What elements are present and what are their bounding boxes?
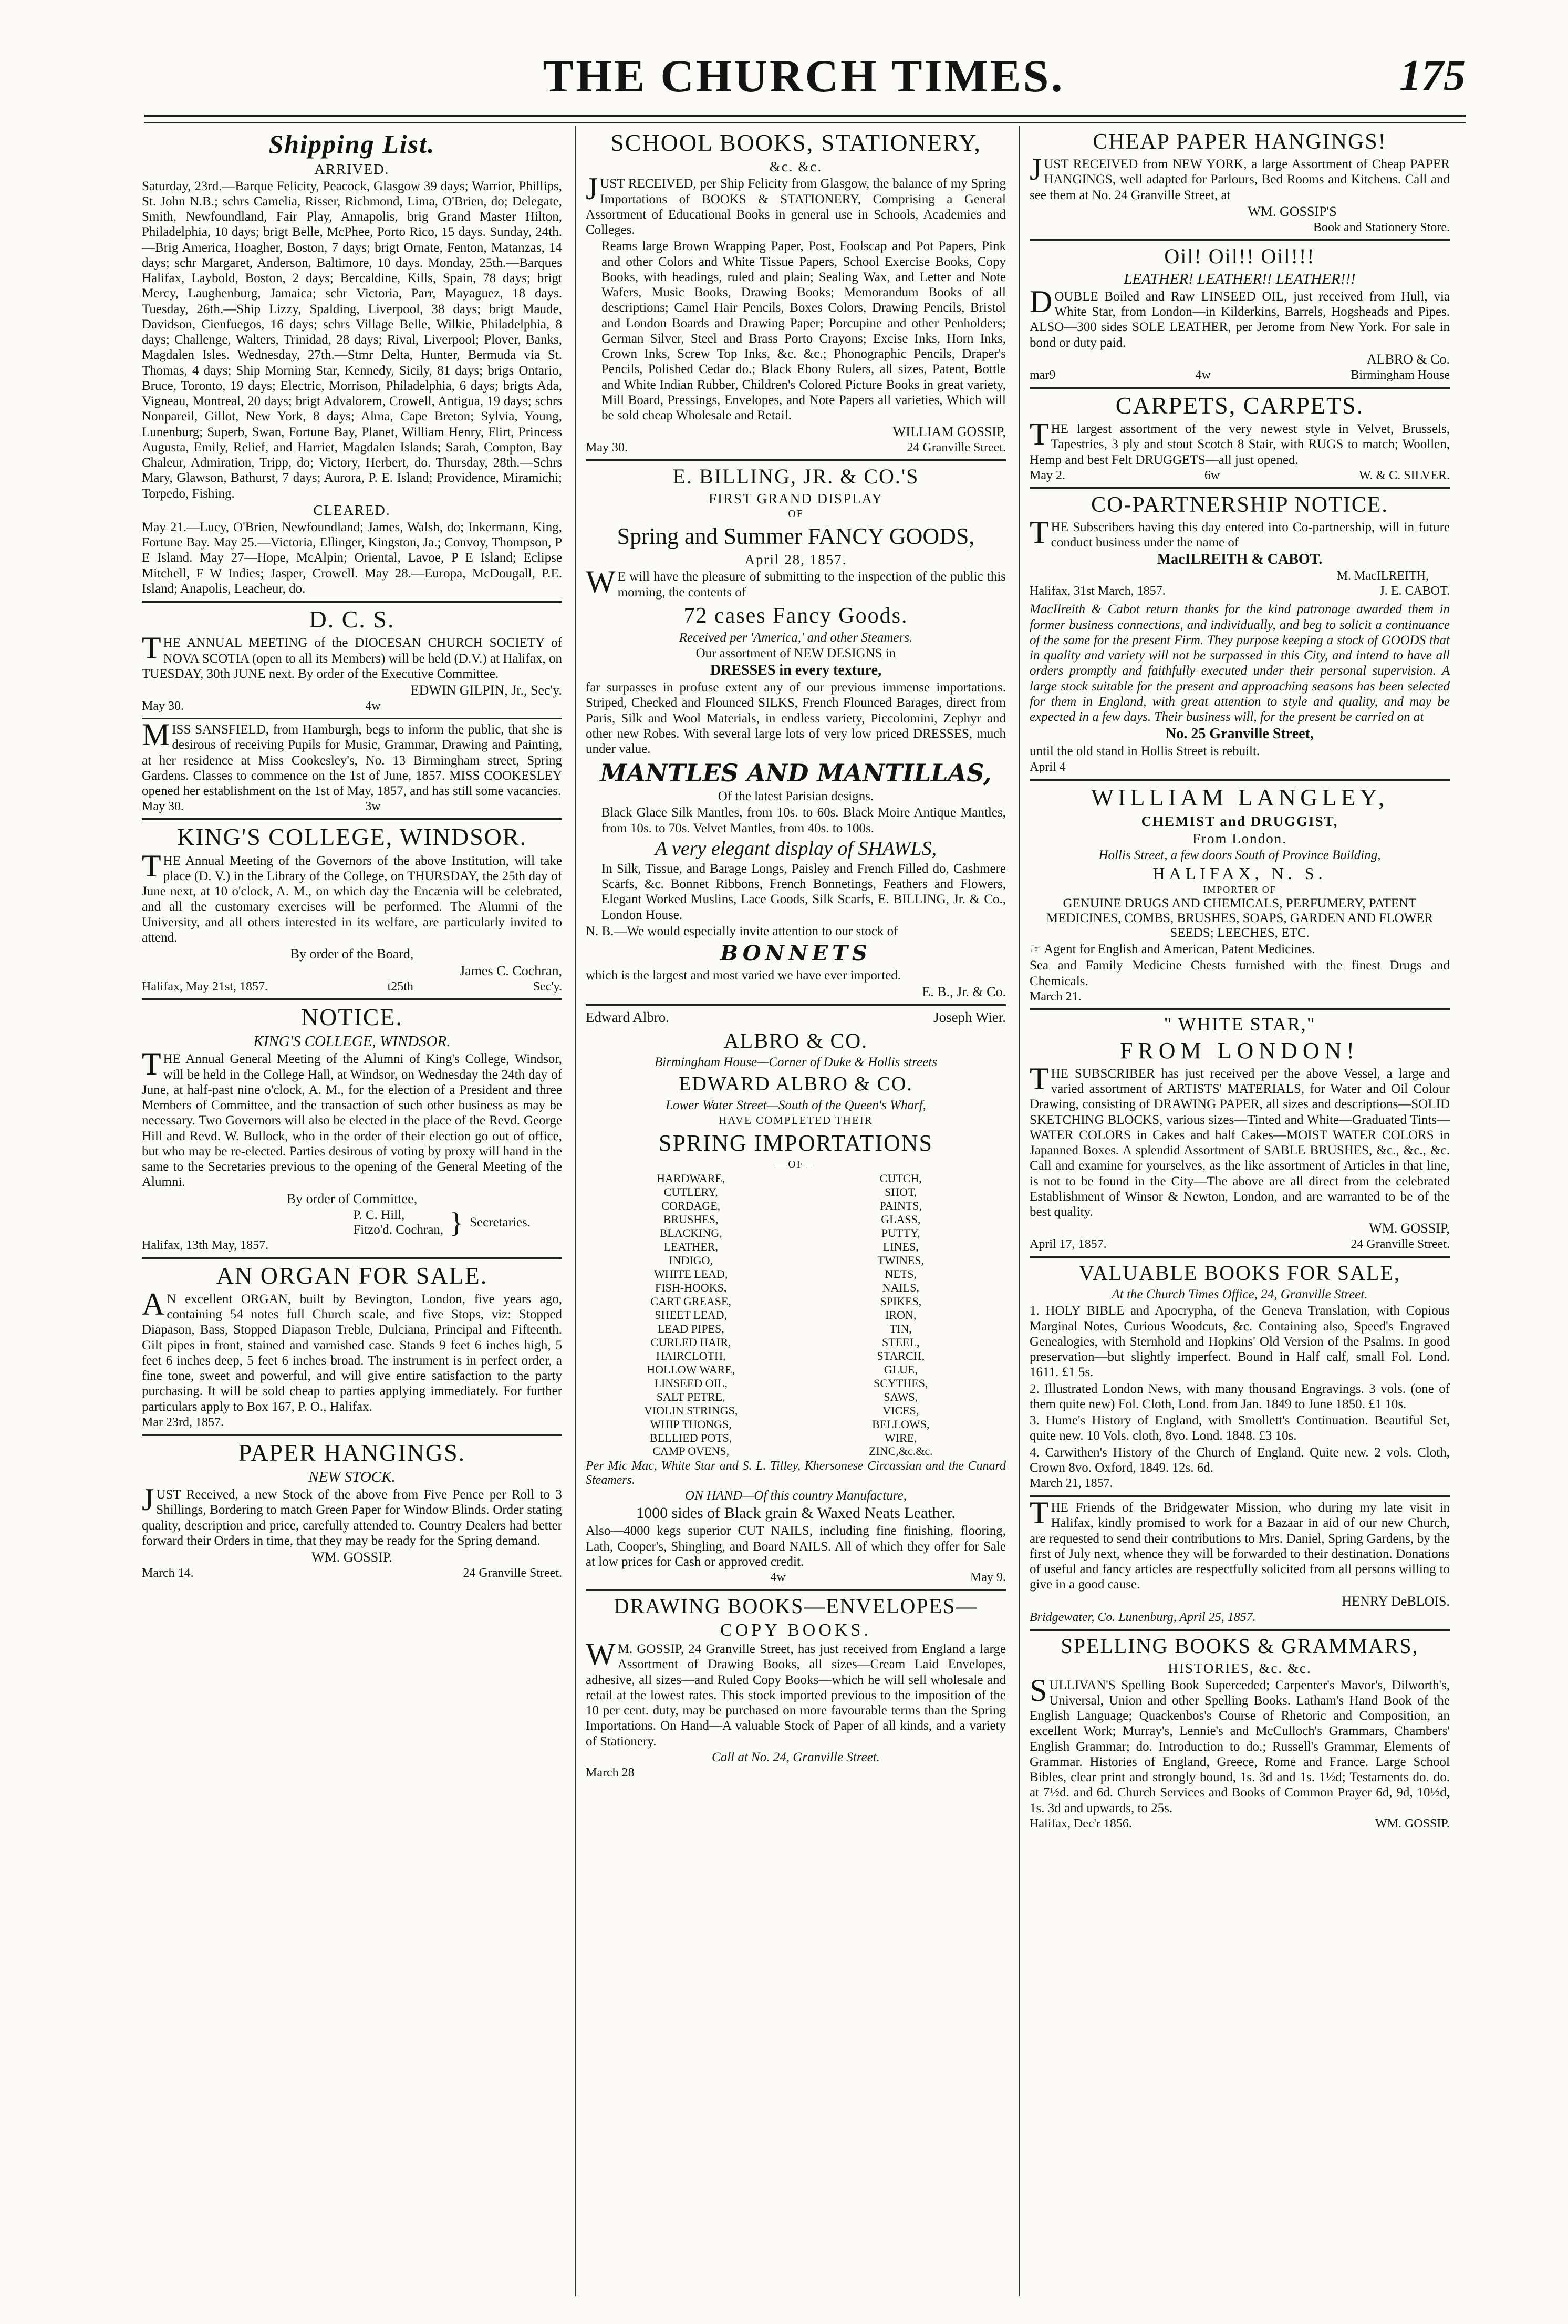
langley-heading: WILLIAM LANGLEY, bbox=[1091, 783, 1389, 811]
albro-insertions: 4w bbox=[770, 1571, 786, 1585]
billing-mantles: MANTLES AND MANTILLAS, bbox=[600, 759, 992, 788]
goods-list-item: SAWS, bbox=[884, 1390, 918, 1403]
langley-sub2: From London. bbox=[1192, 831, 1287, 847]
school-books-ad bbox=[586, 130, 1006, 455]
carpets-date: May 2. bbox=[1030, 468, 1065, 482]
kings-college-date: Halifax, May 21st, 1857. bbox=[142, 980, 268, 994]
oil-address: Birmingham House bbox=[1351, 368, 1450, 382]
drawing-heading: DRAWING BOOKS—ENVELOPES— bbox=[614, 1594, 978, 1618]
kings-college-sig1: By order of the Board, bbox=[290, 946, 414, 962]
billing-text: WE will have the pleasure of submitting to the inspection of the public this morning, the contents of bbox=[586, 564, 1006, 600]
divider bbox=[142, 1257, 562, 1259]
school-books-address: 24 Granville Street. bbox=[907, 441, 1006, 455]
goods-list-item: SALT PETRE, bbox=[656, 1390, 725, 1403]
notice-text: THE Annual General Meeting of the Alumni of King's College, Windsor, will be held in the College Hall, at Windsor, on Wednesday the 24th day of June, at half-past nine o'clock, A. M., for the election of a President and three Members of Committee, and the transaction of such other business as may be necessary. Two Governors will also be elected in the place of the Revd. George Hill and Revd. W. Bullock, who in the order of their election go out of office, but who may be re-elected. Parties desirous of voting by proxy will hand in the same to the Secretaries previous to the opening of the General Meeting of the Alumni. bbox=[142, 1047, 562, 1190]
drawing-text: WM. GOSSIP, 24 Granville Street, has just received from England a large Assortment of Drawing Books, all sizes—Cream Laid Envelopes, adhesive, all sizes—and Ruled Copy Books—which he will sell wholesale and retail at the lowest rates. This stock imported previous to the imposition of the 10 per cent. duty, may be purchased on more favourable terms than the Spring Importations. On Hand—A valuable Stock of Paper of all kinds, and a variety of Stationery. bbox=[586, 1637, 1006, 1749]
albro-leather: 1000 sides of Black grain & Waxed Neats Leather. bbox=[636, 1504, 956, 1522]
carpets-footer bbox=[1030, 469, 1450, 483]
copartnership-name1: M. MacILREITH, bbox=[1336, 569, 1429, 583]
albro-addr1: Birmingham House—Corner of Duke & Hollis streets bbox=[655, 1055, 937, 1070]
sansfield-footer bbox=[142, 800, 562, 814]
goods-list-item: CORDAGE, bbox=[661, 1199, 721, 1213]
column-3 bbox=[1030, 126, 1450, 1834]
langley-addr: Hollis Street, a few doors South of Province Building, bbox=[1098, 848, 1381, 863]
valuable-books-heading: VALUABLE BOOKS FOR SALE, bbox=[1079, 1261, 1400, 1285]
billing-bonnets: BONNETS bbox=[720, 941, 871, 966]
billing-mantles-sub: Of the latest Parisian designs. bbox=[718, 789, 874, 804]
albro-of: —OF— bbox=[776, 1159, 815, 1171]
cheap-paper-sig2: Book and Stationery Store. bbox=[1313, 220, 1450, 234]
cheap-paper-text: JUST RECEIVED from NEW YORK, a large Assortment of Cheap PAPER HANGINGS, well adapted for Parlours, Bed Rooms and Kitchens. Call and see them at No. 24 Granville Street, at bbox=[1030, 152, 1450, 202]
albro-date: May 9. bbox=[970, 1571, 1006, 1585]
goods-list-item: LEAD PIPES, bbox=[657, 1321, 724, 1335]
page-number: 175 bbox=[1399, 51, 1466, 100]
goods-list-item: PUTTY, bbox=[881, 1226, 920, 1240]
goods-list-item: VICES, bbox=[882, 1403, 919, 1417]
spelling-text: SULLIVAN'S Spelling Book Superceded; Carpenter's Mavor's, Dilworth's, Universal, Union and other Spelling Books. Latham's Hand Book of the English Language; Quackenbos's Course of Rhetoric and Composition, an excellent Work; Murray's, Lennie's and McCulloch's Grammars, Chambers' English Grammar; do. Introduction to do.; Russell's Grammar, Elements of Grammar. Histories of England, Greece, Rome and France. Large School Bibles, clear print and strongly bound, 1s. 3d and 1s. 1½d; Testaments do. do. at 7½d. and 6d. Church Services and Books of Common Prayer 6d, 9d, 10½d, 1s. 3d and upwards, to 25s. bbox=[1030, 1672, 1450, 1815]
langley-ad bbox=[1030, 785, 1450, 1004]
billing-ad bbox=[586, 466, 1006, 1000]
white-star-heading2: FROM LONDON! bbox=[1119, 1037, 1360, 1063]
goods-list-item: CAMP OVENS, bbox=[652, 1444, 730, 1458]
albro-ships: Per Mic Mac, White Star and S. L. Tilley, Khersonese Circassian and the Cunard Steamers. bbox=[586, 1459, 1006, 1488]
goods-list-item: HOLLOW WARE, bbox=[647, 1362, 735, 1376]
valuable-books-ad bbox=[1030, 1262, 1450, 1491]
goods-list-item: BLACKING, bbox=[659, 1226, 722, 1240]
school-books-heading: SCHOOL BOOKS, STATIONERY, bbox=[610, 129, 981, 156]
goods-list-item: SHOT, bbox=[885, 1185, 917, 1199]
goods-list-item: SHEET LEAD, bbox=[655, 1308, 728, 1321]
white-star-address: 24 Granville Street. bbox=[1351, 1237, 1450, 1252]
organ-footer bbox=[142, 1416, 562, 1430]
column-1 bbox=[142, 126, 562, 1584]
notice-date: Halifax, 13th May, 1857. bbox=[142, 1238, 269, 1252]
drawing-footer bbox=[586, 1766, 1006, 1780]
billing-shawls: A very elegant display of SHAWLS, bbox=[655, 837, 937, 860]
bazaar-sig: HENRY DeBLOIS. bbox=[1342, 1593, 1450, 1609]
divider bbox=[586, 1004, 1006, 1006]
spelling-sig: WM. GOSSIP. bbox=[1375, 1816, 1450, 1831]
copartnership-text3: until the old stand in Hollis Street is rebuilt. bbox=[1030, 744, 1260, 759]
goods-list-item: HAIRCLOTH, bbox=[656, 1349, 726, 1362]
copartnership-names bbox=[1030, 584, 1450, 598]
goods-list-item: LINSEED OIL, bbox=[654, 1376, 728, 1390]
dcs-text: THE ANNUAL MEETING of the DIOCESAN CHURCH SOCIETY of NOVA SCOTIA (open to all its Members) will be held (D.V.) at Halifax, on TUESDAY, 30th JUNE next. By order of the Executive Committee. bbox=[142, 631, 562, 681]
cleared-text: May 21.—Lucy, O'Brien, Newfoundland; James, Walsh, do; Inkermann, King, Fortune Bay. May 25.—Victoria, Ellinger, Kingston, Ja.; Convoy, Thompson, P E Island. May 27—Hope, McAlpin; Oriental, Lavoe, P E Island; Eclipse Mitchell, F W Indies; Jasper, Crowell. May 28.—Europa, McDougall, P.E. Island; Anapolis, Leacheur, do. bbox=[142, 520, 562, 596]
goods-list-item: WIRE, bbox=[884, 1431, 917, 1444]
divider bbox=[142, 1434, 562, 1436]
oil-footer bbox=[1030, 368, 1450, 383]
kings-college-notice bbox=[142, 824, 562, 994]
divider bbox=[1030, 239, 1450, 241]
copartnership-firm: MacILREITH & CABOT. bbox=[1157, 551, 1323, 568]
valuable-books-subhead: At the Church Times Office, 24, Granville Street. bbox=[1112, 1287, 1368, 1302]
spelling-books-ad bbox=[1030, 1635, 1450, 1831]
dcs-notice bbox=[142, 607, 562, 714]
albro-goods-right bbox=[812, 1172, 990, 1458]
divider bbox=[1030, 779, 1450, 781]
shipping-list bbox=[142, 130, 562, 596]
paper-hangings-sig: WM. GOSSIP. bbox=[311, 1550, 392, 1565]
carpets-heading: CARPETS, CARPETS. bbox=[1115, 391, 1364, 419]
langley-chests: Sea and Family Medicine Chests furnished with the finest Drugs and Chemicals. bbox=[1030, 958, 1450, 988]
goods-list-item: BRUSHES, bbox=[663, 1213, 719, 1226]
divider bbox=[142, 818, 562, 820]
copartnership-name2: J. E. CABOT. bbox=[1379, 584, 1450, 598]
column-rule bbox=[575, 126, 576, 2296]
goods-list-item: PAINTS, bbox=[879, 1199, 922, 1213]
organ-text: AN excellent ORGAN, built by Bevington, London, five years ago, containing 54 notes full Church scale, and five Stops, viz: Stopped Diapason, Bass, Stopped Diapason Treble, Dulciana, Principal and Fifteenth. Gilt pipes in front, stained and varnished case. Stands 9 feet 6 inches high, 5 feet 6 inches deep, 5 feet 6 inches broad. The instrument is in perfect order, a fine tone, sweet and powerful, and will give entire satisfaction to the party purchasing. It will be sold cheap to parties applying immediately. For further particulars apply to Box 167, P. O., Halifax. bbox=[142, 1286, 562, 1414]
masthead bbox=[142, 50, 1466, 108]
divider bbox=[142, 998, 562, 1000]
goods-list-item: GLUE, bbox=[884, 1362, 918, 1376]
divider bbox=[1030, 487, 1450, 489]
oil-ad bbox=[1030, 245, 1450, 383]
goods-list-item: CURLED HAIR, bbox=[650, 1335, 731, 1349]
bazaar-text: THE Friends of the Bridgewater Mission, who during my late visit in Halifax, kindly promised to work for a Bazaar in aid of our new Church, are requested to send their contributions to Mrs. Daniel, Spring Gardens, by the first of July next, whence they will be forwarded to their destination. Donations of useful and fancy articles are respectfully solicited from all persons willing to give in a good cause. bbox=[1030, 1495, 1450, 1592]
sansfield-date: May 30. bbox=[142, 800, 184, 814]
goods-list-item: CART GREASE, bbox=[650, 1294, 731, 1308]
white-star-footer bbox=[1030, 1237, 1450, 1252]
kings-college-sec: Sec'y. bbox=[533, 980, 562, 994]
goods-list-item: WHITE LEAD, bbox=[653, 1267, 728, 1281]
divider bbox=[586, 1589, 1006, 1591]
cleared-label: CLEARED. bbox=[313, 502, 391, 518]
copartnership-date2: April 4 bbox=[1030, 760, 1066, 774]
column-rule bbox=[1019, 126, 1020, 2296]
langley-city: HALIFAX, N. S. bbox=[1152, 864, 1327, 883]
kings-college-sig2: James C. Cochran, bbox=[460, 963, 562, 979]
drawing-heading2: COPY BOOKS. bbox=[720, 1620, 871, 1640]
billing-designs: Our assortment of NEW DESIGNS in bbox=[695, 646, 896, 661]
copartnership-addr: No. 25 Granville Street, bbox=[1166, 726, 1314, 742]
notice-subhead: KING'S COLLEGE, WINDSOR. bbox=[253, 1033, 451, 1050]
bazaar-notice bbox=[1030, 1495, 1450, 1625]
brace: } bbox=[450, 1206, 464, 1238]
goods-list-item: BELLOWS, bbox=[872, 1417, 930, 1431]
goods-list-item: NETS, bbox=[885, 1267, 917, 1281]
goods-list-item: INDIGO, bbox=[669, 1254, 713, 1267]
divider bbox=[142, 718, 562, 719]
billing-sig: E. B., Jr. & Co. bbox=[922, 984, 1006, 1000]
goods-list-item: STARCH, bbox=[877, 1349, 925, 1362]
sansfield-insertions: 3w bbox=[365, 800, 381, 814]
pointing-hand-icon: ☞ bbox=[1030, 942, 1042, 957]
notice-sig1: By order of Committee, bbox=[286, 1191, 418, 1206]
school-books-intro: JUST RECEIVED, per Ship Felicity from Glasgow, the balance of my Spring Importations of BOOKS & STATIONERY, Comprising a General Assortment of Educational Books in general use in Schools, Academies and Colleges. bbox=[586, 171, 1006, 237]
notice-footer bbox=[142, 1238, 562, 1253]
kings-college-heading: KING'S COLLEGE, WINDSOR. bbox=[176, 823, 527, 851]
sansfield-notice bbox=[142, 717, 562, 814]
goods-list-item: SCYTHES, bbox=[874, 1376, 928, 1390]
notice-sig-label: Secretaries. bbox=[470, 1215, 531, 1230]
langley-sub1: CHEMIST and DRUGGIST, bbox=[1141, 813, 1338, 830]
copartnership-text: THE Subscribers having this day entered into Co-partnership, will in future conduct business under the name of bbox=[1030, 514, 1450, 550]
albro-name-right: Joseph Wier. bbox=[933, 1009, 1006, 1026]
valuable-books-item: 2. Illustrated London News, with many thousand Engravings. 3 vols. (one of them quite new) Fol. Cloth, Lond. from Jan. 1849 to June 1850. £1 10s. bbox=[1030, 1381, 1450, 1411]
albro-heading: ALBRO & CO. bbox=[723, 1029, 868, 1053]
dcs-footer bbox=[142, 699, 562, 714]
dcs-date: May 30. bbox=[142, 699, 184, 714]
kings-college-insertions: t25th bbox=[387, 980, 413, 994]
shipping-heading: Shipping List. bbox=[268, 129, 435, 159]
billing-mantles-list: Black Glace Silk Mantles, from 10s. to 60s. Black Moire Antique Mantles, from 10s. to 70s. Velvet Mantles, from 40s. to 100s. bbox=[601, 805, 1006, 835]
carpets-sig: W. & C. SILVER. bbox=[1359, 468, 1450, 482]
goods-list-item: SPIKES, bbox=[880, 1294, 922, 1308]
albro-spring: SPRING IMPORTATIONS bbox=[658, 1130, 933, 1156]
goods-list-item: VIOLIN STRINGS, bbox=[643, 1403, 738, 1417]
paper-hangings-footer bbox=[142, 1566, 562, 1581]
langley-agent-text: Agent for English and American, Patent Medicines. bbox=[1044, 942, 1315, 957]
oil-subhead: LEATHER! LEATHER!! LEATHER!!! bbox=[1124, 270, 1356, 287]
langley-text: GENUINE DRUGS AND CHEMICALS, PERFUMERY, PATENT MEDICINES, COMBS, BRUSHES, SOAPS, GARDEN AND FLOWER SEEDS; LEECHES, ETC. bbox=[1046, 896, 1434, 941]
oil-date: mar9 bbox=[1030, 368, 1056, 382]
divider bbox=[142, 601, 562, 603]
langley-agent bbox=[1030, 942, 1450, 957]
white-star-date: April 17, 1857. bbox=[1030, 1237, 1107, 1252]
notice-sig3: Fitzo'd. Cochran, bbox=[353, 1222, 444, 1237]
valuable-books-item: 1. HOLY BIBLE and Apocrypha, of the Geneva Translation, with Copious Marginal Notes, Curious Woodcuts, &c. Containing also, Speed's Engraved Genealogies, with Sternhold and Hopkins' Old Version of the Psalms. In good preservation—but slightly imperfect. Bound in Half calf, small Fol. Lond. 1611. £1 5s. bbox=[1030, 1304, 1450, 1380]
billing-text2: far surpasses in profuse extent any of our previous immense importations. Striped, Checked and Flounced SILKS, French Flounced Barages, direct from Paris, Silk and Wool Materials, in endless variety, Piccolomini, Zephyr and other new Robes. With several large lots of very low priced DRESSES, much under value. bbox=[586, 680, 1006, 757]
goods-list-item: IRON, bbox=[885, 1308, 917, 1321]
white-star-sig: WM. GOSSIP, bbox=[1369, 1221, 1450, 1236]
school-books-footer bbox=[586, 441, 1006, 455]
bazaar-foot: Bridgewater, Co. Lunenburg, April 25, 1857. bbox=[1030, 1610, 1256, 1624]
carpets-ad bbox=[1030, 393, 1450, 483]
billing-heading2: Spring and Summer FANCY GOODS, bbox=[617, 523, 975, 550]
divider bbox=[1030, 1495, 1450, 1497]
goods-list-item: CUTCH, bbox=[879, 1172, 922, 1185]
organ-heading: AN ORGAN FOR SALE. bbox=[216, 1262, 488, 1289]
albro-addr2: Lower Water Street—South of the Queen's Wharf, bbox=[666, 1098, 926, 1113]
spelling-heading: SPELLING BOOKS & GRAMMARS, bbox=[1061, 1634, 1419, 1658]
paper-hangings-address: 24 Granville Street. bbox=[463, 1566, 562, 1581]
albro-goods-left bbox=[601, 1172, 780, 1458]
drawing-books-ad bbox=[586, 1595, 1006, 1780]
goods-list-item: BELLIED POTS, bbox=[649, 1431, 732, 1444]
albro-text: Also—4000 kegs superior CUT NAILS, including fine finishing, flooring, Lath, Cooper's, Shingling, and Board NAILS. All of which they offer for Sale at low prices for Cash or approved credit. bbox=[586, 1524, 1006, 1569]
notice-heading: NOTICE. bbox=[300, 1004, 403, 1031]
billing-shawls-list: In Silk, Tissue, and Barage Longs, Paisley and French Filled do, Cashmere Scarfs, &c. Bonnet Ribbons, French Bonnetings, Feathers and Flowers, Elegant Worked Muslins, Lace Goods, Silk Scarfs, E. BILLING, Jr. & Co., London House. bbox=[601, 861, 1006, 922]
langley-footer bbox=[1030, 990, 1450, 1004]
goods-list-item: NAILS, bbox=[882, 1281, 919, 1295]
dcs-insertions: 4w bbox=[365, 699, 381, 714]
oil-sig: ALBRO & Co. bbox=[1366, 351, 1450, 367]
notice-signatories bbox=[142, 1208, 562, 1237]
billing-received: Received per 'America,' and other Steamers. bbox=[679, 631, 913, 645]
goods-list-item: GLASS, bbox=[881, 1213, 921, 1226]
copartnership-text2: MacIlreith & Cabot return thanks for the kind patronage awarded them in former business connections, and individually, and beg to solicit a continuance of the same for the present Firm. They purpose keeping a stock of GOODS that in quality and variety will not be surpassed in this City, and intend to have all orders promptly and faithfully executed under their personal supervision. A large stock suitable for the present and approaching seasons has been selected for them in England, with great attention to style and quality, and may be expected in a few days. Their business will, for the present be carried on at bbox=[1030, 602, 1450, 725]
divider bbox=[1030, 1629, 1450, 1631]
valuable-books-item: 3. Hume's History of England, with Smollett's Continuation. Beautiful Set, quite new. 10 Vols. cloth, 8vo. Lond. 1848. £3 10s. bbox=[1030, 1413, 1450, 1443]
kings-college-footer bbox=[142, 980, 562, 994]
goods-list-item: STEEL, bbox=[882, 1335, 920, 1349]
school-books-items: Reams large Brown Wrapping Paper, Post, Foolscap and Pot Papers, Pink and other Colors and White Tissue Papers, School Exercise Books, Copy Books, with headings, ruled and plain; Sealing Wax, and Letter and Note Wafers, Music Books, Drawing Books; Memorandum Books of all descriptions; Camel Hair Pencils, Boxes Colors, Drawing Pencils, Bristol and London Boards and Drawing Paper; Porcupine and other Penholders; German Silver, Steel and Brass Porto Crayons; Excise Inks, Horn Inks, Crown Inks, Screw Top Inks, &c. &c.; Phonographic Pencils, Draper's Pencils, Polished Cedar do.; Black Ebony Rulers, all sizes, Patent, Bottle and White Indian Rubber, Children's Colored Picture Books in great variety, Mill Board, Pressings, Envelopes, and Note Papers all varieties, Which will be sold cheap Wholesale and Retail. bbox=[601, 239, 1006, 423]
paper-hangings-date: March 14. bbox=[142, 1566, 194, 1581]
organ-ad bbox=[142, 1263, 562, 1430]
albro-heading2: EDWARD ALBRO & CO. bbox=[679, 1073, 913, 1096]
billing-sub1: FIRST GRAND DISPLAY bbox=[708, 491, 884, 507]
goods-list-item: WHIP THONGS, bbox=[650, 1417, 732, 1431]
newspaper-title: THE CHURCH TIMES. bbox=[543, 51, 1065, 102]
billing-date: April 28, 1857. bbox=[744, 552, 847, 568]
notice-sig2: P. C. Hill, bbox=[353, 1207, 405, 1222]
column-2 bbox=[586, 126, 1006, 1783]
oil-heading: Oil! Oil!! Oil!!! bbox=[1164, 244, 1315, 268]
cheap-paper-ad bbox=[1030, 130, 1450, 235]
langley-importer: IMPORTER OF bbox=[1203, 884, 1276, 895]
arrived-text: Saturday, 23rd.—Barque Felicity, Peacock, Glasgow 39 days; Warrior, Phillips, St. John N.B.; schrs Camelia, Risser, Richmond, Lima, O'Brien, do; Delegate, Smith, Newfoundland, Fair Play, Annapolis, brig Grand Master Hilton, Philadelphia, 10 days; brigt Belle, McPhee, Porto Rico, 15 days. Sunday, 24th.—Brig America, Hoagher, Boston, 7 days; brigt Ornate, Fenton, Matanzas, 14 days; schr Margaret, Anderson, Baltimore, 10 days. Monday, 25th.—Barques Halifax, Laybold, Boston, 2 days; Bercaldine, Kills, Spain, 78 days; brigt Mercy, Laughenburg, Jamaica; schr Victoria, Parr, Mayaguez, 18 days. Tuesday, 26th.—Ship Lizzy, Spalding, Liverpool, 38 days; brigt Maude, Davidson, Cienfuegos, 16 days; schrs Village Belle, Wilkie, Philadelphia, 8 days; Challenge, Walters, Trinidad, 28 days; Rival, Liverpool; Plover, Banks, Magdalen Isles. Wednesday, 27th.—Stmr Delta, Hunter, Bermuda via St. Thomas, 4 days; Ship Morning Star, Kennedy, Sicily, 81 days; brigs Ontario, Bruce, Toronto, 19 days; Electric, Morrison, Philadelphia, 6 days; brigts Ada, Vigneau, Montreal, 20 days; brigt Advalorem, Crowell, Antigua, 19 days; schrs Nonpareil, Gillot, New York, 8 days; Alma, Cape Breton; Sylvia, Young, Lunenburg; Superb, Swan, Fortune Bay, Planet, William Henry, Flirt, Princess Augusta, Emily, Relief, and Harriet, Magdalen Islands; Sarah, Compton, Bay Chaleur, Admiration, Tripp, do; Victory, Herbert, do. Thursday, 28th.—Schrs Mary, Glawson, Bathurst, 7 days; Aurora, P. E. Island; Providence, Miramichi; Torpedo, Fishing. bbox=[142, 179, 562, 501]
copartnership-heading: CO-PARTNERSHIP NOTICE. bbox=[1091, 492, 1388, 517]
paper-hangings-ad bbox=[142, 1440, 562, 1581]
divider bbox=[1030, 1008, 1450, 1010]
copartnership-footer bbox=[1030, 760, 1450, 774]
divider bbox=[1030, 387, 1450, 389]
arrived-label: ARRIVED. bbox=[314, 161, 390, 177]
billing-cases: 72 cases Fancy Goods. bbox=[683, 603, 908, 628]
albro-names bbox=[586, 1009, 1006, 1026]
valuable-books-item: 4. Carwithen's History of the Church of England. Quite new. 2 vols. Cloth, Crown 8vo. Oxford, 1849. 12s. 6d. bbox=[1030, 1445, 1450, 1475]
goods-list-item: ZINC,&c.&c. bbox=[869, 1444, 933, 1458]
school-books-sig: WILLIAM GOSSIP, bbox=[892, 424, 1006, 440]
kings-college-text: THE Annual Meeting of the Governors of the above Institution, will take place (D. V.) in the Library of the College, on THURSDAY, the 25th day of June next, at 10 o'clock, A. M., on which day the Encænia will be celebrated, and all the customary exercises will be performed. The Alumni of the University, and all others interested in its welfare, are particularly invited to attend. bbox=[142, 848, 562, 945]
organ-date: Mar 23rd, 1857. bbox=[142, 1415, 224, 1429]
goods-list-item: LEATHER, bbox=[663, 1240, 718, 1254]
valuable-books-date: March 21, 1857. bbox=[1030, 1476, 1113, 1491]
alumni-notice bbox=[142, 1005, 562, 1253]
divider bbox=[1030, 1256, 1450, 1258]
drawing-call: Call at No. 24, Granville Street. bbox=[712, 1750, 880, 1764]
spelling-footer bbox=[1030, 1817, 1450, 1831]
goods-list-item: LINES, bbox=[882, 1240, 919, 1254]
albro-completed: HAVE COMPLETED THEIR bbox=[719, 1114, 873, 1127]
cheap-paper-heading: CHEAP PAPER HANGINGS! bbox=[1093, 130, 1387, 154]
albro-footer bbox=[586, 1571, 1006, 1585]
paper-hangings-text: JUST Received, a new Stock of the above from Five Pence per Roll to 3 Shillings, Bordering to match Green Paper for Window Blinds. Order stating quality, description and price, carefully attended to. Country Dealers had better forward their Orders in time, that they may be ready for the Spring demand. bbox=[142, 1482, 562, 1548]
sansfield-text: MISS SANSFIELD, from Hamburgh, begs to inform the public, that she is desirous of receiving Pupils for Music, Grammar, Drawing and Painting, at her residence at Miss Cookesley's, No. 13 Birmingham street, Spring Gardens. Classes to commence on the 1st of June, 1857. MISS COOKESLEY opened her establishment on the 1st of May, 1857, and has still some vacancies. bbox=[142, 717, 562, 799]
cheap-paper-sig: WM. GOSSIP'S bbox=[1248, 203, 1337, 219]
albro-goods-list bbox=[586, 1172, 1006, 1458]
albro-on-hand: ON HAND—Of this country Manufacture, bbox=[685, 1489, 907, 1503]
dcs-signature: EDWIN GILPIN, Jr., Sec'y. bbox=[410, 683, 562, 698]
drawing-date: March 28 bbox=[586, 1765, 635, 1780]
langley-date: March 21. bbox=[1030, 989, 1082, 1004]
albro-name-left: Edward Albro. bbox=[586, 1009, 669, 1026]
paper-hangings-heading: PAPER HANGINGS. bbox=[238, 1439, 466, 1466]
billing-heading: E. BILLING, JR. & CO.'S bbox=[672, 464, 919, 489]
white-star-ad bbox=[1030, 1015, 1450, 1252]
goods-list-item: FISH-HOOKS, bbox=[655, 1281, 727, 1295]
goods-list-item: TIN, bbox=[889, 1321, 912, 1335]
copartnership-ad bbox=[1030, 493, 1450, 774]
copartnership-date: Halifax, 31st March, 1857. bbox=[1030, 584, 1166, 598]
oil-text: DOUBLE Boiled and Raw LINSEED OIL, just received from Hull, via White Star, from London—in Kilderkins, Barrels, Hogsheads and Pipes. ALSO—300 sides SOLE LEATHER, per Jerome from New York. For sale in bond or duty paid. bbox=[1030, 284, 1450, 350]
white-star-text: THE SUBSCRIBER has just received per the above Vessel, a large and varied assortment of ARTISTS' MATERIALS, for Water and Oil Colour Drawing, consisting of DRAWING PAPER, all sizes and descriptions—SOLID SKETCHING BLOCKS, various sizes—Tinted and White—Graduated Tints—WATER COLORS in Cakes and half Cakes—MOIST WATER COLORS in Japanned Boxes. A splendid Assortment of SABLE BRUSHES, &c., &c., &c. Call and examine for yourselves, as the like assortment of Articles in that line, is not to be found in the City—The above are all direct from the celebrated Establishment of Winsor & Newton, London, and are warranted to be of the best quality. bbox=[1030, 1061, 1450, 1220]
goods-list-item: HARDWARE, bbox=[657, 1172, 725, 1185]
albro-ad bbox=[586, 1009, 1006, 1585]
valuable-books-footer bbox=[1030, 1476, 1450, 1491]
billing-nb2: which is the largest and most varied we have ever imported. bbox=[586, 968, 901, 983]
school-books-heading2: &c. &c. bbox=[769, 159, 823, 175]
masthead-rule bbox=[144, 115, 1466, 123]
carpets-insertions: 6w bbox=[1204, 468, 1220, 482]
spelling-date: Halifax, Dec'r 1856. bbox=[1030, 1816, 1132, 1831]
dcs-heading: D. C. S. bbox=[309, 606, 395, 633]
goods-list-item: TWINES, bbox=[877, 1254, 925, 1267]
paper-hangings-subhead: NEW STOCK. bbox=[308, 1469, 396, 1486]
billing-sub2: OF bbox=[788, 508, 804, 520]
billing-dresses: DRESSES in every texture, bbox=[710, 662, 882, 679]
school-books-date: May 30. bbox=[586, 441, 628, 455]
billing-nb: N. B.—We would especially invite attention to our stock of bbox=[586, 924, 898, 938]
spelling-sub: HISTORIES, &c. &c. bbox=[1168, 1660, 1312, 1676]
oil-insertions: 4w bbox=[1195, 368, 1211, 382]
carpets-text: THE largest assortment of the very newest style in Velvet, Brussels, Tapestries, 3 ply and stout Scotch 8 Stair, with RUGS to match; Woollen, Hemp and best Felt DRUGGETS—all just opened. bbox=[1030, 417, 1450, 467]
goods-list-item: CUTLERY, bbox=[663, 1185, 718, 1199]
divider bbox=[586, 459, 1006, 461]
white-star-heading: " WHITE STAR," bbox=[1164, 1013, 1316, 1035]
